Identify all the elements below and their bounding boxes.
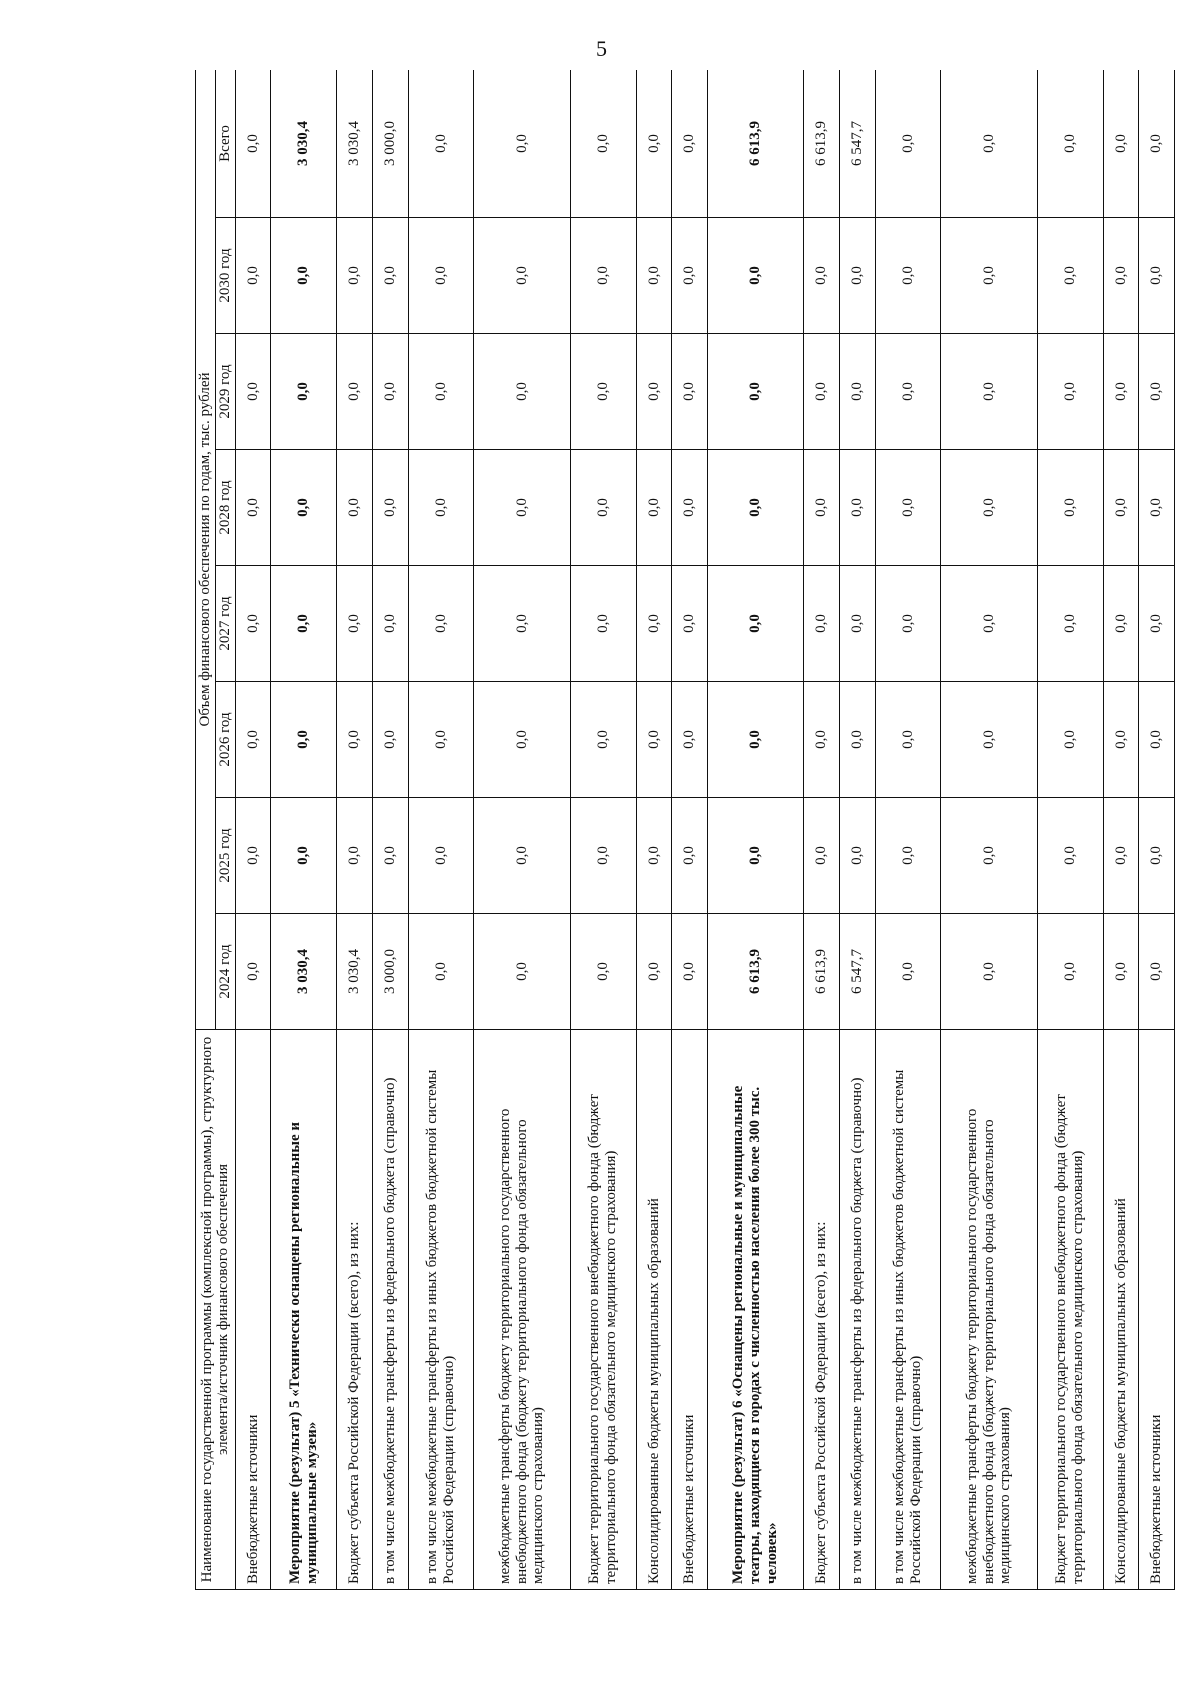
row-value-cell: 0,0 bbox=[672, 914, 708, 1030]
row-value-cell: 0,0 bbox=[1139, 334, 1175, 450]
row-value-cell: 0,0 bbox=[941, 218, 1037, 334]
row-value-cell: 0,0 bbox=[707, 798, 803, 914]
row-value-cell: 0,0 bbox=[636, 218, 672, 334]
row-name-cell: в том числе межбюджетные трансферты из иных бюджетов бюджетной системы Российской Федерации (справочно) bbox=[408, 1030, 474, 1590]
row-value-cell: 0,0 bbox=[372, 450, 408, 566]
financing-group-header: Объем финансового обеспечения по годам, тыс. рублей bbox=[196, 70, 216, 1030]
row-value-cell: 0,0 bbox=[636, 914, 672, 1030]
row-value-cell: 0,0 bbox=[636, 682, 672, 798]
row-value-cell: 0,0 bbox=[235, 334, 271, 450]
row-value-cell: 0,0 bbox=[1103, 914, 1139, 1030]
row-total-cell: 0,0 bbox=[474, 70, 570, 218]
row-total-cell: 0,0 bbox=[1103, 70, 1139, 218]
row-value-cell: 0,0 bbox=[337, 682, 373, 798]
row-value-cell: 0,0 bbox=[707, 218, 803, 334]
rotated-table-canvas bbox=[195, 70, 1175, 1590]
row-name-cell: Бюджет территориального государственного внебюджетного фонда (бюджет территориального фонда обязательного медицинского страхования) bbox=[1037, 1030, 1103, 1590]
table-row bbox=[707, 70, 803, 1590]
row-value-cell: 0,0 bbox=[707, 682, 803, 798]
row-value-cell: 0,0 bbox=[408, 334, 474, 450]
row-value-cell: 0,0 bbox=[839, 218, 875, 334]
row-name-cell: Бюджет субъекта Российской Федерации (всего), из них: bbox=[804, 1030, 840, 1590]
row-value-cell: 0,0 bbox=[1103, 218, 1139, 334]
row-name-cell: Мероприятие (результат) 5 «Технически оснащены региональные и муниципальные музеи» bbox=[271, 1030, 337, 1590]
row-value-cell: 0,0 bbox=[1103, 682, 1139, 798]
row-value-cell: 0,0 bbox=[570, 566, 636, 682]
row-value-cell: 0,0 bbox=[408, 682, 474, 798]
row-total-cell: 0,0 bbox=[1139, 70, 1175, 218]
row-value-cell: 0,0 bbox=[804, 682, 840, 798]
row-value-cell: 0,0 bbox=[941, 334, 1037, 450]
row-value-cell: 0,0 bbox=[1037, 798, 1103, 914]
row-value-cell: 0,0 bbox=[372, 682, 408, 798]
total-header: Всего bbox=[215, 70, 235, 218]
row-value-cell: 3 000,0 bbox=[372, 914, 408, 1030]
row-value-cell: 0,0 bbox=[408, 218, 474, 334]
row-total-cell: 0,0 bbox=[941, 70, 1037, 218]
row-value-cell: 0,0 bbox=[235, 914, 271, 1030]
row-value-cell: 0,0 bbox=[1103, 566, 1139, 682]
row-value-cell: 0,0 bbox=[804, 334, 840, 450]
row-value-cell: 0,0 bbox=[235, 218, 271, 334]
year-header: 2026 год bbox=[215, 682, 235, 798]
row-value-cell: 0,0 bbox=[636, 798, 672, 914]
row-total-cell: 0,0 bbox=[408, 70, 474, 218]
row-total-cell: 3 000,0 bbox=[372, 70, 408, 218]
row-value-cell: 0,0 bbox=[474, 798, 570, 914]
table-row bbox=[570, 70, 636, 1590]
row-name-cell: Внебюджетные источники bbox=[1139, 1030, 1175, 1590]
row-name-cell: в том числе межбюджетные трансферты из федерального бюджета (справочно) bbox=[372, 1030, 408, 1590]
row-value-cell: 0,0 bbox=[941, 450, 1037, 566]
row-value-cell: 0,0 bbox=[235, 798, 271, 914]
row-value-cell: 0,0 bbox=[1037, 914, 1103, 1030]
row-value-cell: 0,0 bbox=[372, 798, 408, 914]
table-row bbox=[1103, 70, 1139, 1590]
row-value-cell: 0,0 bbox=[570, 914, 636, 1030]
row-value-cell: 0,0 bbox=[1103, 798, 1139, 914]
row-value-cell: 0,0 bbox=[235, 682, 271, 798]
row-value-cell: 0,0 bbox=[875, 334, 941, 450]
header-row-1 bbox=[196, 70, 216, 1590]
row-value-cell: 6 547,7 bbox=[839, 914, 875, 1030]
table-row bbox=[804, 70, 840, 1590]
name-column-header: Наименование государственной программы (комплексной программы), структурного элемента/источник финансового обеспечения bbox=[196, 1030, 236, 1590]
row-total-cell: 6 547,7 bbox=[839, 70, 875, 218]
row-name-cell: Консолидированные бюджеты муниципальных образований bbox=[1103, 1030, 1139, 1590]
row-value-cell: 0,0 bbox=[672, 450, 708, 566]
row-name-cell: Бюджет территориального государственного внебюджетного фонда (бюджет территориального фонда обязательного медицинского страхования) bbox=[570, 1030, 636, 1590]
row-value-cell: 0,0 bbox=[271, 218, 337, 334]
row-total-cell: 0,0 bbox=[570, 70, 636, 218]
row-value-cell: 0,0 bbox=[271, 682, 337, 798]
row-value-cell: 0,0 bbox=[271, 450, 337, 566]
row-value-cell: 0,0 bbox=[1037, 218, 1103, 334]
row-name-cell: межбюджетные трансферты бюджету территориального государственного внебюджетного фонда (бюджету территориального фонда обязательного медицинского страхования) bbox=[474, 1030, 570, 1590]
row-value-cell: 0,0 bbox=[1139, 798, 1175, 914]
table-row bbox=[474, 70, 570, 1590]
table-row bbox=[408, 70, 474, 1590]
row-value-cell: 0,0 bbox=[1139, 218, 1175, 334]
row-total-cell: 6 613,9 bbox=[804, 70, 840, 218]
row-name-cell: межбюджетные трансферты бюджету территориального государственного внебюджетного фонда (бюджету территориального фонда обязательного медицинского страхования) bbox=[941, 1030, 1037, 1590]
row-value-cell: 3 030,4 bbox=[271, 914, 337, 1030]
rotated-table-wrapper bbox=[195, 70, 1175, 1590]
table-row bbox=[1139, 70, 1175, 1590]
row-name-cell: Консолидированные бюджеты муниципальных образований bbox=[636, 1030, 672, 1590]
row-value-cell: 0,0 bbox=[804, 798, 840, 914]
row-value-cell: 0,0 bbox=[941, 914, 1037, 1030]
row-value-cell: 0,0 bbox=[636, 566, 672, 682]
row-name-cell: в том числе межбюджетные трансферты из федерального бюджета (справочно) bbox=[839, 1030, 875, 1590]
row-value-cell: 0,0 bbox=[271, 566, 337, 682]
row-value-cell: 0,0 bbox=[474, 566, 570, 682]
row-value-cell: 0,0 bbox=[1139, 450, 1175, 566]
table-row bbox=[1037, 70, 1103, 1590]
row-value-cell: 0,0 bbox=[875, 566, 941, 682]
row-value-cell: 0,0 bbox=[474, 682, 570, 798]
financing-table bbox=[195, 70, 1175, 1590]
row-total-cell: 3 030,4 bbox=[337, 70, 373, 218]
row-value-cell: 0,0 bbox=[839, 450, 875, 566]
year-header: 2025 год bbox=[215, 798, 235, 914]
row-value-cell: 0,0 bbox=[1139, 566, 1175, 682]
row-value-cell: 0,0 bbox=[672, 218, 708, 334]
row-value-cell: 0,0 bbox=[839, 566, 875, 682]
row-value-cell: 0,0 bbox=[672, 682, 708, 798]
row-value-cell: 6 613,9 bbox=[804, 914, 840, 1030]
row-name-cell: в том числе межбюджетные трансферты из иных бюджетов бюджетной системы Российской Федерации (справочно) bbox=[875, 1030, 941, 1590]
year-header: 2024 год bbox=[215, 914, 235, 1030]
row-name-cell: Бюджет субъекта Российской Федерации (всего), из них: bbox=[337, 1030, 373, 1590]
row-value-cell: 0,0 bbox=[570, 798, 636, 914]
row-value-cell: 0,0 bbox=[570, 682, 636, 798]
row-value-cell: 0,0 bbox=[707, 450, 803, 566]
row-value-cell: 0,0 bbox=[372, 218, 408, 334]
row-value-cell: 0,0 bbox=[570, 450, 636, 566]
row-value-cell: 0,0 bbox=[271, 798, 337, 914]
row-value-cell: 0,0 bbox=[337, 450, 373, 566]
row-total-cell: 0,0 bbox=[636, 70, 672, 218]
row-value-cell: 0,0 bbox=[337, 798, 373, 914]
row-value-cell: 0,0 bbox=[235, 450, 271, 566]
row-value-cell: 0,0 bbox=[941, 682, 1037, 798]
table-row bbox=[672, 70, 708, 1590]
row-value-cell: 0,0 bbox=[875, 798, 941, 914]
row-value-cell: 0,0 bbox=[672, 334, 708, 450]
table-row bbox=[636, 70, 672, 1590]
row-value-cell: 0,0 bbox=[474, 334, 570, 450]
row-value-cell: 0,0 bbox=[875, 450, 941, 566]
row-value-cell: 0,0 bbox=[474, 914, 570, 1030]
row-value-cell: 0,0 bbox=[875, 914, 941, 1030]
row-name-cell: Мероприятие (результат) 6 «Оснащены региональные и муниципальные театры, находящиеся в городах с численностью населения более 300 тыс. человек» bbox=[707, 1030, 803, 1590]
row-value-cell: 0,0 bbox=[372, 334, 408, 450]
row-total-cell: 0,0 bbox=[672, 70, 708, 218]
row-total-cell: 3 030,4 bbox=[271, 70, 337, 218]
row-value-cell: 0,0 bbox=[235, 566, 271, 682]
row-value-cell: 0,0 bbox=[839, 682, 875, 798]
year-header: 2029 год bbox=[215, 334, 235, 450]
row-value-cell: 0,0 bbox=[408, 450, 474, 566]
year-header: 2030 год bbox=[215, 218, 235, 334]
row-value-cell: 0,0 bbox=[1139, 682, 1175, 798]
row-total-cell: 0,0 bbox=[875, 70, 941, 218]
year-header: 2027 год bbox=[215, 566, 235, 682]
row-value-cell: 3 030,4 bbox=[337, 914, 373, 1030]
year-header: 2028 год bbox=[215, 450, 235, 566]
row-value-cell: 0,0 bbox=[636, 450, 672, 566]
row-value-cell: 0,0 bbox=[1037, 334, 1103, 450]
row-value-cell: 0,0 bbox=[839, 798, 875, 914]
row-value-cell: 0,0 bbox=[941, 566, 1037, 682]
row-value-cell: 0,0 bbox=[804, 566, 840, 682]
row-value-cell: 0,0 bbox=[941, 798, 1037, 914]
table-row bbox=[372, 70, 408, 1590]
row-name-cell: Внебюджетные источники bbox=[235, 1030, 271, 1590]
row-value-cell: 0,0 bbox=[804, 218, 840, 334]
row-value-cell: 0,0 bbox=[408, 566, 474, 682]
row-value-cell: 0,0 bbox=[474, 218, 570, 334]
table-row bbox=[941, 70, 1037, 1590]
row-value-cell: 0,0 bbox=[271, 334, 337, 450]
row-value-cell: 0,0 bbox=[1037, 682, 1103, 798]
row-value-cell: 0,0 bbox=[570, 218, 636, 334]
table-row bbox=[337, 70, 373, 1590]
row-name-cell: Внебюджетные источники bbox=[672, 1030, 708, 1590]
row-value-cell: 0,0 bbox=[1037, 450, 1103, 566]
row-value-cell: 0,0 bbox=[337, 566, 373, 682]
row-value-cell: 0,0 bbox=[337, 334, 373, 450]
table-row bbox=[235, 70, 271, 1590]
row-value-cell: 0,0 bbox=[1103, 334, 1139, 450]
row-value-cell: 0,0 bbox=[570, 334, 636, 450]
row-value-cell: 6 613,9 bbox=[707, 914, 803, 1030]
table-row bbox=[839, 70, 875, 1590]
row-value-cell: 0,0 bbox=[875, 682, 941, 798]
row-value-cell: 0,0 bbox=[636, 334, 672, 450]
row-value-cell: 0,0 bbox=[372, 566, 408, 682]
row-value-cell: 0,0 bbox=[408, 914, 474, 1030]
page-number: 5 bbox=[596, 36, 607, 61]
row-value-cell: 0,0 bbox=[474, 450, 570, 566]
row-value-cell: 0,0 bbox=[804, 450, 840, 566]
row-value-cell: 0,0 bbox=[1037, 566, 1103, 682]
row-value-cell: 0,0 bbox=[408, 798, 474, 914]
row-value-cell: 0,0 bbox=[337, 218, 373, 334]
row-value-cell: 0,0 bbox=[875, 218, 941, 334]
row-value-cell: 0,0 bbox=[1139, 914, 1175, 1030]
row-value-cell: 0,0 bbox=[1103, 450, 1139, 566]
table-row bbox=[875, 70, 941, 1590]
row-value-cell: 0,0 bbox=[839, 334, 875, 450]
row-total-cell: 0,0 bbox=[235, 70, 271, 218]
row-value-cell: 0,0 bbox=[707, 566, 803, 682]
row-value-cell: 0,0 bbox=[707, 334, 803, 450]
row-total-cell: 6 613,9 bbox=[707, 70, 803, 218]
row-value-cell: 0,0 bbox=[672, 566, 708, 682]
table-row bbox=[271, 70, 337, 1590]
row-total-cell: 0,0 bbox=[1037, 70, 1103, 218]
row-value-cell: 0,0 bbox=[672, 798, 708, 914]
